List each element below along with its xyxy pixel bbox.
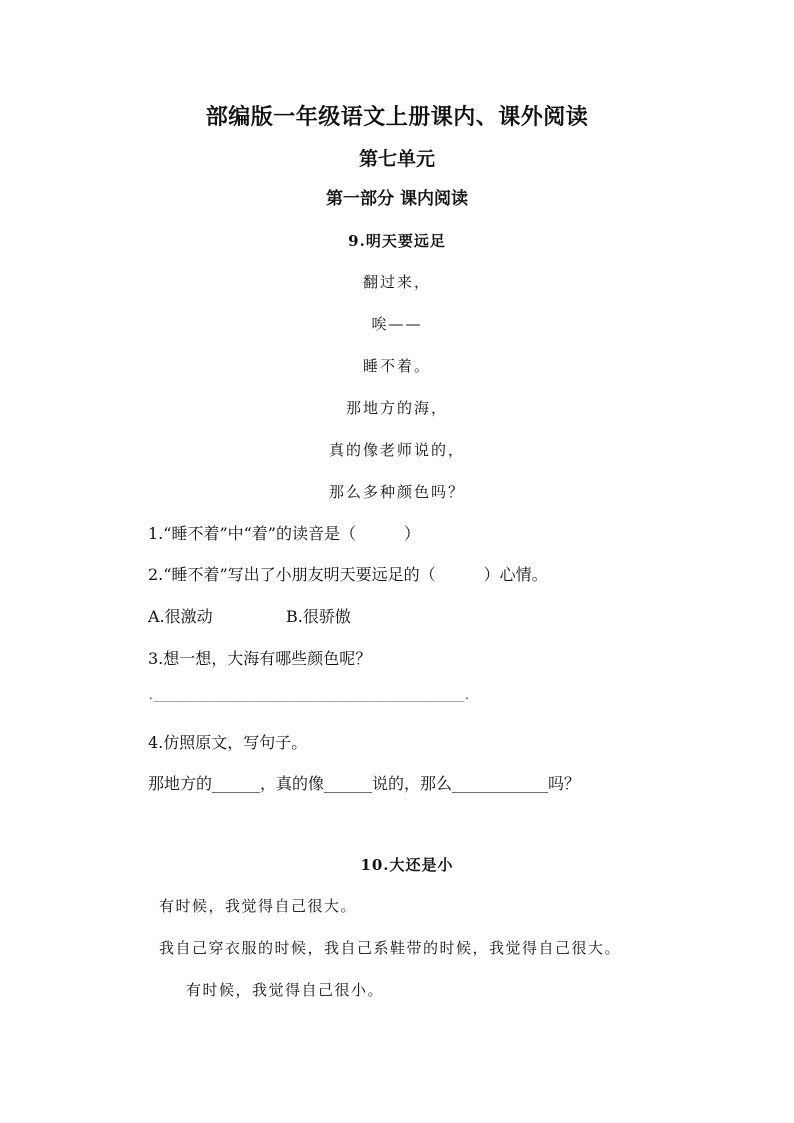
- poem-line: 翻过来，: [362, 273, 431, 291]
- part-title: 第一部分 课内阅读: [326, 189, 468, 209]
- option-b: B.很骄傲: [286, 607, 351, 626]
- document-title: 部编版一年级语文上册课内、课外阅读: [205, 104, 589, 130]
- question-3: 3.想一想，大海有哪些颜色呢？: [148, 649, 372, 668]
- lesson-9-heading: 9.明天要远足: [348, 232, 446, 250]
- fill-in-sentence: 那地方的______，真的像______说的，那么____________吗？: [148, 774, 581, 793]
- lesson-10-heading: 10.大还是小: [360, 856, 454, 874]
- passage-line: 我自己穿衣服的时候，我自己系鞋带的时候，我觉得自己很大。: [159, 939, 622, 957]
- passage-line: 有时候，我觉得自己很小。: [186, 981, 385, 999]
- question-1: 1.“睡不着”中“着”的读音是（ ）: [148, 524, 420, 543]
- option-a: A.很激动: [148, 607, 213, 626]
- unit-title: 第七单元: [358, 148, 435, 170]
- question-2: 2.“睡不着”写出了小朋友明天要远足的（ ）心情。: [148, 565, 548, 584]
- passage-line: 有时候，我觉得自己很大。: [159, 897, 358, 915]
- answer-line: ._______________________________________________________.: [148, 691, 470, 702]
- poem-line: 唉——: [371, 315, 423, 333]
- poem-line: 那么多种颜色吗？: [328, 483, 465, 501]
- poem-line: 睡不着。: [362, 357, 431, 375]
- poem-line: 真的像老师说的，: [328, 441, 465, 459]
- question-4: 4.仿照原文，写句子。: [148, 733, 308, 752]
- poem-line: 那地方的海，: [345, 399, 448, 417]
